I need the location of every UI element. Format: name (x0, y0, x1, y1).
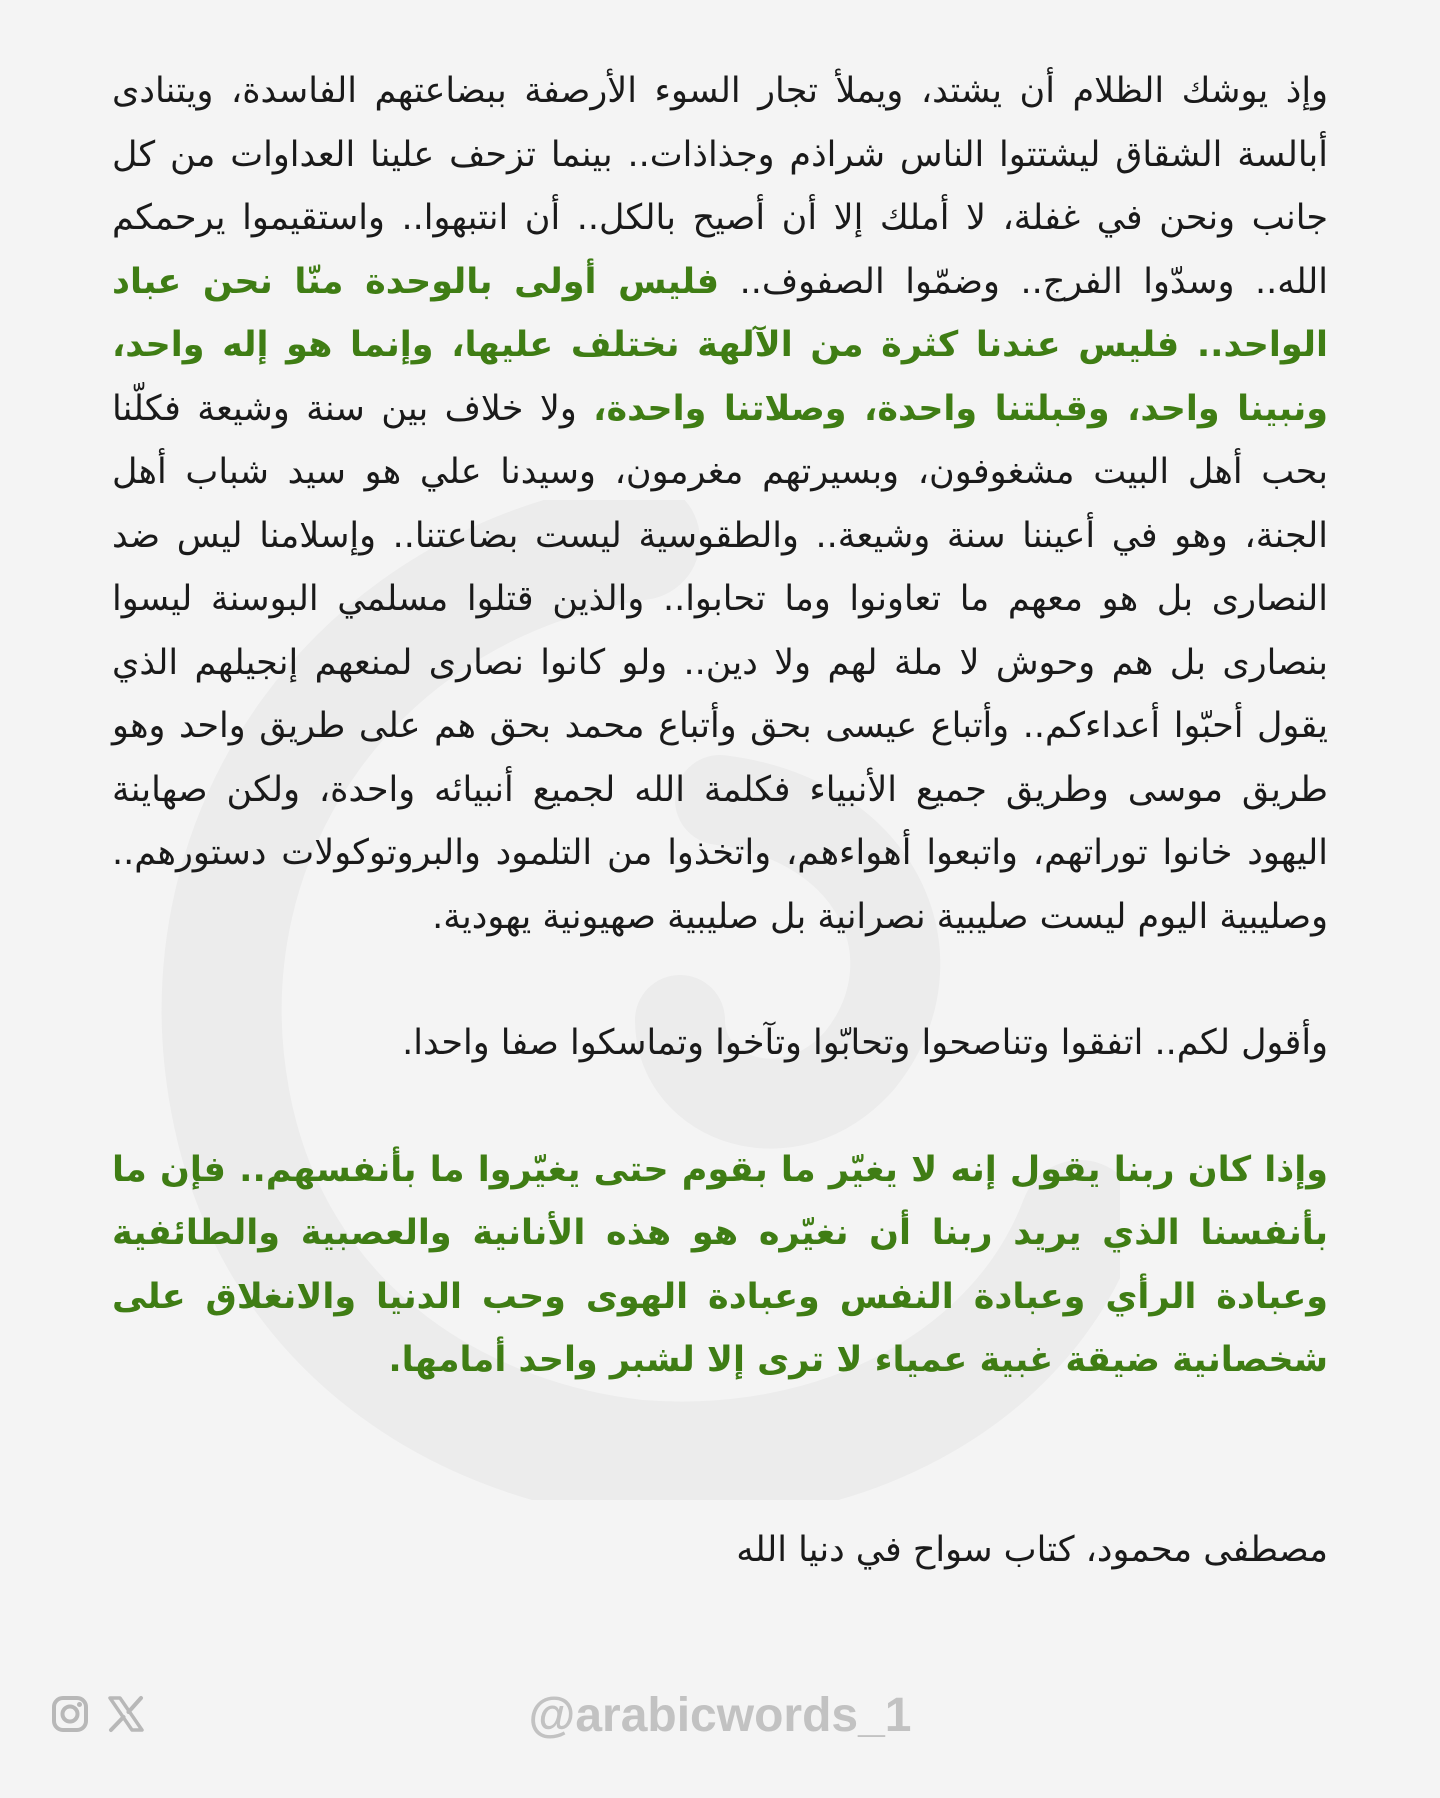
paragraph-1 (112, 60, 1328, 949)
paragraph-spacer (112, 1393, 1328, 1456)
account-handle: @arabicwords_1 (528, 1689, 912, 1742)
paragraph-3-highlight: وإذا كان ربنا يقول إنه لا يغيّر ما بقوم حتى يغيّروا ما بأنفسهم.. فإن ما بأنفسنا الذي يريد ربنا أن نغيّره هو هذه الأنانية والعصبية والطائفية وعبادة الرأي وعبادة النفس وعبادة الهوى وحب الدنيا والانغلاق على شخصانية ضيقة غبية عمياء لا ترى إلا لشبر واحد أمامها. (112, 1149, 1328, 1380)
paragraph-spacer (112, 1076, 1328, 1139)
paragraph-1-highlight: فليس أولى بالوحدة منّا نحن عباد الواحد.. فليس عندنا كثرة من الآلهة نختلف عليها، وإنما هو إله واحد، ونبينا واحد، وقبلتنا واحدة، وصلاتنا واحدة، (112, 261, 1328, 429)
signature: مصطفى محمود، كتاب سواح في دنيا الله (736, 1529, 1328, 1570)
paragraph-spacer (112, 1456, 1328, 1519)
footer (0, 1680, 1440, 1750)
paragraph-1-text-end: ولا خلاف بين سنة وشيعة فكلّنا بحب أهل البيت مشغوفون، وبسيرتهم مغرمون، وسيدنا علي هو سيد شباب أهل الجنة، وهو في أعيننا سنة وشيعة.. والطقوسية ليست بضاعتنا.. وإسلامنا ليس ضد النصارى بل هو معهم ما تعاونوا وما تحابوا.. والذين قتلوا مسلمي البوسنة ليسوا بنصارى بل هم وحوش لا ملة لهم ولا دين.. ولو كانوا نصارى لمنعهم إنجيلهم الذي يقول أحبّوا أعداءكم.. وأتباع عيسى بحق وأتباع محمد بحق هم على طريق واحد وهو طريق موسى وطريق جميع الأنبياء فكلمة الله لجميع أنبيائه واحدة، ولكن صهاينة اليهود خانوا توراتهم، واتبعوا أهواءهم، واتخذوا من التلمود والبروتوكولات دستورهم.. وصليبية اليوم ليست صليبية نصرانية بل صليبية صهيونية يهودية. (112, 388, 1328, 937)
paragraph-1-text-start: وإذ يوشك الظلام أن يشتد، ويملأ تجار السوء الأرصفة ببضاعتهم الفاسدة، ويتنادى أبالسة الشقاق ليشتتوا الناس شراذم وجذاذات.. بينما تزحف علينا العداوات من كل جانب ونحن في غفلة، لا أملك إلا أن أصيح بالكل.. أن انتبهوا.. واستقيموا يرحمكم الله.. وسدّوا الفرج.. وضمّوا الصفوف.. (112, 71, 1329, 302)
paragraph-spacer (112, 949, 1328, 1012)
paragraph-2: وأقول لكم.. اتفقوا وتناصحوا وتحابّوا وتآخوا وتماسكوا صفا واحدا. (402, 1023, 1328, 1063)
article-body (112, 60, 1328, 1582)
